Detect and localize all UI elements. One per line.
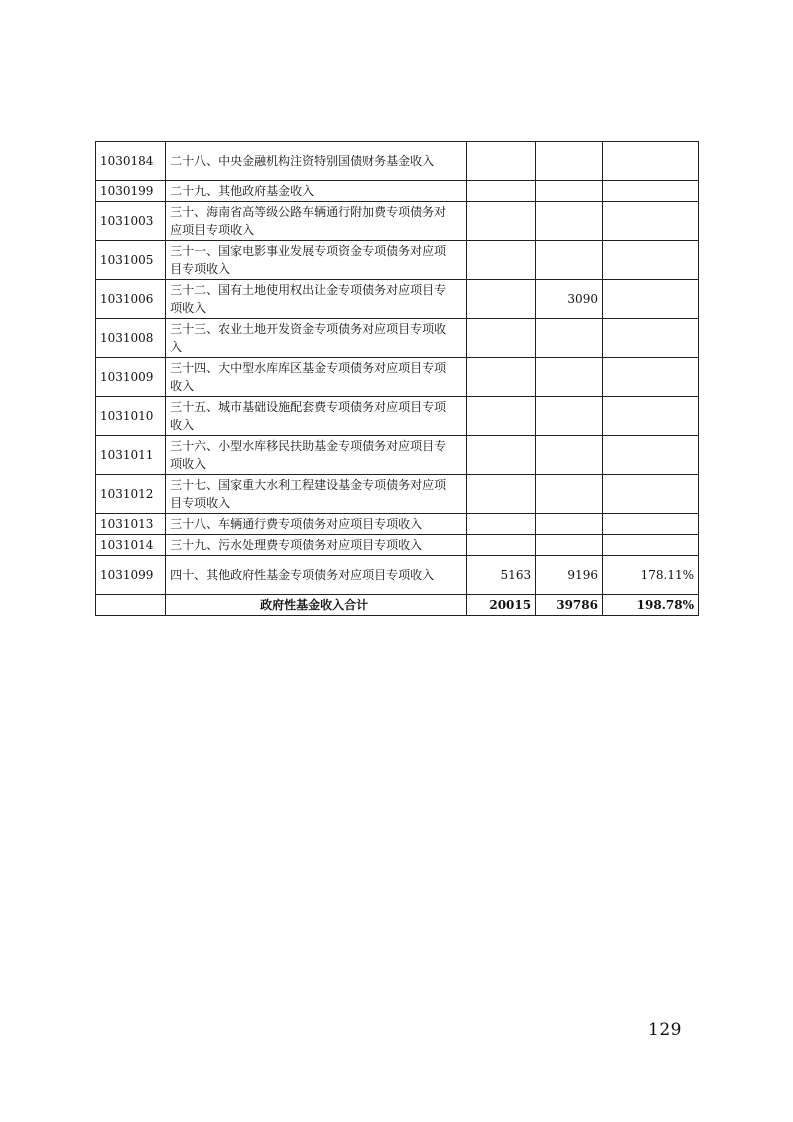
item-code: 1031005 bbox=[96, 241, 166, 280]
budget-value bbox=[467, 241, 536, 280]
item-name: 三十五、城市基础设施配套费专项债务对应项目专项收入 bbox=[166, 397, 467, 436]
item-code: 1031099 bbox=[96, 556, 166, 595]
budget-value bbox=[467, 535, 536, 556]
table-row bbox=[96, 397, 699, 436]
item-code: 1031006 bbox=[96, 280, 166, 319]
item-code: 1030184 bbox=[96, 142, 166, 181]
item-code: 1031003 bbox=[96, 202, 166, 241]
percent-value bbox=[602, 142, 698, 181]
percent-value bbox=[602, 475, 698, 514]
budget-value bbox=[467, 358, 536, 397]
percent-value bbox=[602, 535, 698, 556]
item-code: 1030199 bbox=[96, 181, 166, 202]
table-row bbox=[96, 181, 699, 202]
table-row bbox=[96, 142, 699, 181]
item-code: 1031010 bbox=[96, 397, 166, 436]
percent-value bbox=[602, 397, 698, 436]
actual-value bbox=[536, 436, 603, 475]
actual-value bbox=[536, 241, 603, 280]
budget-value bbox=[467, 319, 536, 358]
table-row bbox=[96, 514, 699, 535]
actual-value bbox=[536, 202, 603, 241]
total-row bbox=[96, 595, 699, 616]
item-code: 1031013 bbox=[96, 514, 166, 535]
table-row bbox=[96, 280, 699, 319]
table-row bbox=[96, 556, 699, 595]
item-name: 三十六、小型水库移民扶助基金专项债务对应项目专项收入 bbox=[166, 436, 467, 475]
table-row bbox=[96, 241, 699, 280]
item-name: 三十、海南省高等级公路车辆通行附加费专项债务对应项目专项收入 bbox=[166, 202, 467, 241]
percent-value bbox=[602, 319, 698, 358]
total-budget-value: 20015 bbox=[467, 595, 536, 616]
actual-value bbox=[536, 358, 603, 397]
table-row bbox=[96, 358, 699, 397]
budget-value bbox=[467, 397, 536, 436]
item-code: 1031009 bbox=[96, 358, 166, 397]
actual-value bbox=[536, 319, 603, 358]
item-code: 1031014 bbox=[96, 535, 166, 556]
item-name: 三十一、国家电影事业发展专项资金专项债务对应项目专项收入 bbox=[166, 241, 467, 280]
budget-value bbox=[467, 436, 536, 475]
budget-value bbox=[467, 475, 536, 514]
percent-value bbox=[602, 514, 698, 535]
percent-value bbox=[602, 436, 698, 475]
item-name: 三十三、农业土地开发资金专项债务对应项目专项收入 bbox=[166, 319, 467, 358]
item-code: 1031011 bbox=[96, 436, 166, 475]
item-name: 三十二、国有土地使用权出让金专项债务对应项目专项收入 bbox=[166, 280, 467, 319]
table-row bbox=[96, 202, 699, 241]
budget-value bbox=[467, 280, 536, 319]
item-name: 三十四、大中型水库库区基金专项债务对应项目专项收入 bbox=[166, 358, 467, 397]
item-name: 二十八、中央金融机构注资特别国债财务基金收入 bbox=[166, 142, 467, 181]
table-row bbox=[96, 535, 699, 556]
item-code: 1031012 bbox=[96, 475, 166, 514]
table-row bbox=[96, 436, 699, 475]
budget-value bbox=[467, 202, 536, 241]
actual-value bbox=[536, 181, 603, 202]
actual-value bbox=[536, 142, 603, 181]
percent-value bbox=[602, 202, 698, 241]
actual-value bbox=[536, 535, 603, 556]
table-row bbox=[96, 319, 699, 358]
item-name: 三十八、车辆通行费专项债务对应项目专项收入 bbox=[166, 514, 467, 535]
percent-value bbox=[602, 241, 698, 280]
percent-value bbox=[602, 181, 698, 202]
percent-value bbox=[602, 358, 698, 397]
total-label: 政府性基金收入合计 bbox=[166, 595, 467, 616]
percent-value bbox=[602, 280, 698, 319]
budget-value bbox=[467, 514, 536, 535]
revenue-table bbox=[95, 141, 699, 616]
item-name: 二十九、其他政府基金收入 bbox=[166, 181, 467, 202]
budget-value bbox=[467, 142, 536, 181]
budget-value bbox=[467, 181, 536, 202]
total-actual-value: 39786 bbox=[536, 595, 603, 616]
percent-value: 178.11% bbox=[602, 556, 698, 595]
actual-value: 9196 bbox=[536, 556, 603, 595]
page-number: 129 bbox=[648, 1020, 682, 1040]
budget-value: 5163 bbox=[467, 556, 536, 595]
actual-value bbox=[536, 475, 603, 514]
item-name: 三十七、国家重大水利工程建设基金专项债务对应项目专项收入 bbox=[166, 475, 467, 514]
table-row bbox=[96, 475, 699, 514]
item-name: 四十、其他政府性基金专项债务对应项目专项收入 bbox=[166, 556, 467, 595]
item-code: 1031008 bbox=[96, 319, 166, 358]
total-code bbox=[96, 595, 166, 616]
actual-value: 3090 bbox=[536, 280, 603, 319]
total-percent-value: 198.78% bbox=[602, 595, 698, 616]
actual-value bbox=[536, 397, 603, 436]
actual-value bbox=[536, 514, 603, 535]
item-name: 三十九、污水处理费专项债务对应项目专项收入 bbox=[166, 535, 467, 556]
